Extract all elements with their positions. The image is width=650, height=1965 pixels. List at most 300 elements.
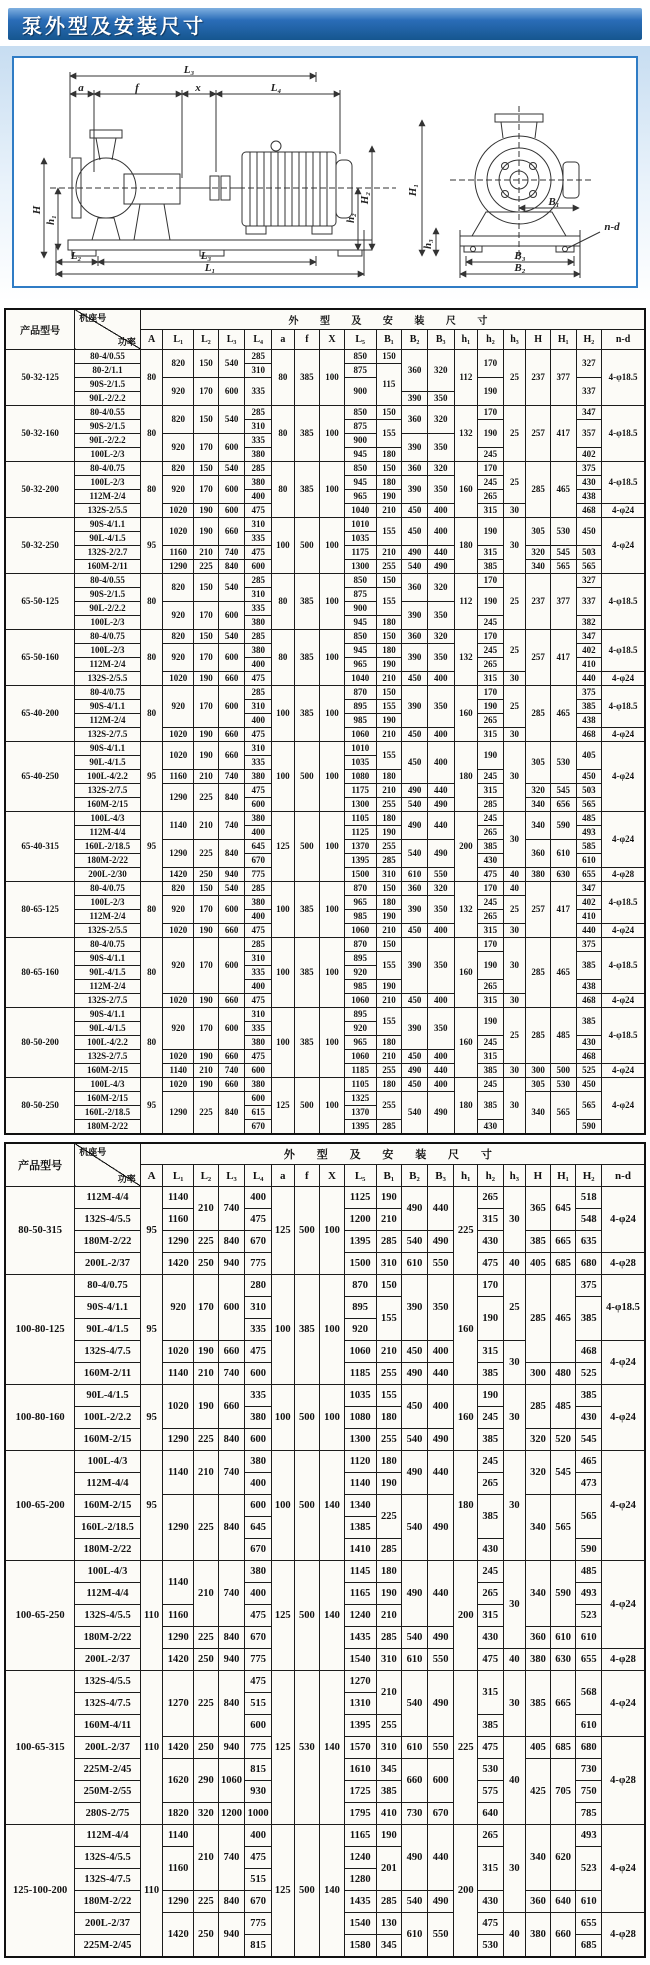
dim-cell: 540 (218, 461, 245, 475)
dim-cell: 180 (454, 1451, 478, 1561)
dim-cell: 490 (427, 1231, 454, 1253)
dim-cell: 1140 (163, 811, 194, 839)
dim-cell: 150 (194, 573, 219, 601)
dim-cell: 1010 (344, 741, 376, 755)
dim-cell: 357 (576, 419, 602, 447)
dim-cell: 850 (344, 461, 376, 475)
dim-cell: 390 (402, 937, 428, 993)
dim-cell: 335 (245, 1021, 272, 1035)
dim-cell: 155 (376, 517, 402, 545)
dim-cell: 380 (245, 811, 272, 825)
dim-cell: 1160 (163, 1605, 194, 1627)
dim-cell: 550 (427, 1649, 454, 1671)
dim-cell: 610 (576, 1891, 602, 1913)
dim-cell: 80 (140, 461, 163, 517)
dim-cell: 600 (245, 1715, 272, 1737)
power-cell: 200L-2/30 (75, 867, 141, 881)
dim-cell: 450 (402, 503, 428, 517)
dim-cell: 150 (194, 629, 219, 643)
dim-cell: 740 (218, 1063, 245, 1077)
dim-cell: 920 (163, 433, 194, 461)
dim-cell: 190 (376, 1187, 402, 1209)
dim-cell: 430 (576, 1035, 602, 1049)
dim-cell: 305 (526, 741, 551, 783)
dim-cell: 140 (320, 1561, 345, 1671)
dim-cell: 170 (478, 685, 504, 699)
dim-cell: 385 (294, 405, 320, 461)
dim-cell: 320 (526, 545, 551, 559)
dim-cell: 377 (550, 573, 576, 629)
dim-cell: 320 (526, 783, 551, 797)
power-cell: 80-4/0.75 (75, 685, 141, 699)
dim-cell: 1500 (344, 867, 376, 881)
power-cell: 132S-4/7.5 (75, 1693, 141, 1715)
dim-cell: 900 (344, 377, 376, 405)
dim-cell: 225 (194, 1627, 219, 1649)
dim-cell: 1160 (163, 769, 194, 783)
dim-cell: 4-φ28 (602, 1253, 646, 1275)
dim-cell: 150 (194, 349, 219, 377)
dim-cell: 656 (550, 797, 576, 811)
power-cell: 80-4/0.55 (75, 405, 141, 419)
power-cell: 112M-4/4 (75, 825, 141, 839)
dim-cell: 985 (344, 909, 376, 923)
table-row (5, 1825, 645, 1847)
dim-cell: 1140 (163, 1825, 194, 1847)
dim-cell: 30 (503, 503, 526, 517)
dim-label-nd: n-d (604, 221, 620, 233)
dim-cell: 100 (272, 685, 295, 741)
dim-cell: 190 (376, 713, 402, 727)
dim-cell: 840 (218, 1891, 245, 1913)
table-section-1 (0, 308, 650, 1135)
dim-cell: 1395 (344, 1231, 376, 1253)
col-header: A (140, 1165, 163, 1187)
dim-cell: 400 (427, 671, 454, 685)
dim-cell: 170 (194, 1275, 219, 1341)
dim-cell: 100 (320, 573, 345, 629)
table-row (5, 1671, 645, 1693)
dim-cell: 4-φ18.5 (602, 685, 645, 727)
dim-cell: 440 (427, 811, 454, 839)
dim-cell: 610 (576, 853, 602, 867)
dim-cell: 430 (576, 1407, 602, 1429)
dim-cell: 30 (503, 993, 526, 1007)
dim-cell: 30 (503, 1063, 526, 1077)
dim-cell: 385 (294, 881, 320, 937)
col-header: h₂ (478, 329, 504, 349)
dim-cell: 475 (245, 545, 272, 559)
power-cell: 160L-2/18.5 (75, 839, 141, 853)
dim-cell: 1165 (344, 1825, 376, 1847)
dim-cell: 4-φ18.5 (602, 349, 645, 405)
dim-cell: 257 (526, 405, 551, 461)
dim-cell: 1290 (163, 1429, 194, 1451)
dim-cell: 100 (320, 741, 345, 811)
dim-cell: 180 (454, 517, 478, 573)
table-row (5, 1385, 645, 1407)
dim-cell: 870 (344, 937, 376, 951)
dim-cell: 80 (140, 349, 163, 405)
dim-cell: 490 (402, 1451, 428, 1495)
dim-cell: 660 (218, 727, 245, 741)
drawing-frame (12, 56, 638, 288)
dim-cell: 440 (576, 923, 602, 937)
dim-cell: 450 (576, 769, 602, 783)
dim-cell: 100 (320, 811, 345, 881)
dim-cell: 340 (526, 1825, 551, 1891)
power-cell: 90S-4/1.1 (75, 741, 141, 755)
dim-cell: 468 (576, 993, 602, 1007)
dim-cell: 660 (218, 1385, 245, 1429)
dim-cell: 1290 (163, 1495, 194, 1561)
dim-cell: 1290 (163, 559, 194, 573)
dim-cell: 1435 (344, 1627, 376, 1649)
power-cell: 132S-2/5.5 (75, 503, 141, 517)
power-cell: 112M-4/4 (75, 1583, 141, 1605)
dim-cell: 485 (576, 1561, 602, 1583)
dim-cell: 870 (344, 881, 376, 895)
power-cell: 90S-4/1.1 (75, 699, 141, 713)
dim-cell: 100 (320, 1275, 345, 1385)
power-cell: 132S-4/7.5 (75, 1341, 141, 1363)
dim-cell: 170 (478, 937, 504, 951)
dim-cell: 100 (320, 1187, 345, 1275)
dim-cell: 540 (402, 1231, 428, 1253)
dim-cell: 200 (454, 1561, 478, 1671)
dim-cell: 1175 (344, 783, 376, 797)
dim-cell: 540 (402, 1891, 428, 1913)
dim-cell: 25 (503, 685, 526, 727)
dim-cell: 385 (477, 1495, 503, 1539)
dim-cell: 430 (478, 853, 504, 867)
dim-cell: 335 (245, 531, 272, 545)
dim-cell: 1060 (344, 993, 376, 1007)
dim-cell: 475 (245, 1847, 272, 1869)
dim-cell: 1540 (344, 1913, 376, 1935)
dim-cell: 125 (271, 1561, 294, 1671)
dim-cell: 600 (245, 797, 272, 811)
dim-cell: 4-φ24 (602, 671, 645, 685)
dim-cell: 600 (218, 433, 245, 461)
dim-cell: 155 (376, 699, 402, 713)
dim-cell: 645 (245, 839, 272, 853)
dim-cell: 985 (344, 713, 376, 727)
power-cell: 132S-4/7.5 (75, 1869, 141, 1891)
dim-cell: 405 (526, 1253, 551, 1275)
dim-cell: 315 (477, 1847, 503, 1891)
dim-cell: 1725 (344, 1781, 376, 1803)
dim-cell: 385 (294, 1275, 320, 1385)
dim-cell: 530 (550, 517, 576, 545)
dim-cell: 375 (576, 937, 602, 951)
dim-cell: 515 (245, 1869, 272, 1891)
dim-cell: 390 (402, 1275, 428, 1341)
table-row (5, 1077, 645, 1091)
dim-cell: 438 (576, 713, 602, 727)
power-cell: 200L-2/37 (75, 1253, 141, 1275)
dim-cell: 660 (550, 1913, 576, 1958)
dim-cell: 940 (218, 1649, 245, 1671)
dim-cell: 180 (376, 1407, 402, 1429)
col-header: L₂ (194, 329, 219, 349)
dim-cell: 125 (271, 1671, 294, 1825)
dim-cell: 310 (245, 951, 272, 965)
dim-cell: 1160 (163, 1209, 194, 1231)
dim-cell: 170 (478, 405, 504, 419)
dim-cell: 540 (402, 1091, 428, 1134)
dim-cell: 1300 (344, 797, 376, 811)
table-row (5, 573, 645, 587)
power-cell: 200L-2/37 (75, 1737, 141, 1759)
dim-cell: 600 (218, 895, 245, 923)
dim-cell: 500 (294, 1385, 320, 1451)
dim-cell: 80 (272, 629, 295, 685)
dim-cell: 775 (245, 1649, 272, 1671)
dim-cell: 1500 (344, 1253, 376, 1275)
dim-cell: 95 (140, 1187, 163, 1275)
dim-cell: 440 (427, 1451, 454, 1495)
dim-cell: 920 (163, 643, 194, 671)
dim-cell: 265 (477, 1473, 503, 1495)
dim-cell: 540 (402, 1627, 428, 1649)
dimension-table-1 (4, 308, 646, 1135)
dim-cell: 390 (402, 895, 428, 923)
dim-cell: 190 (478, 1007, 504, 1035)
dim-cell: 440 (576, 671, 602, 685)
dim-cell: 4-φ24 (602, 1385, 646, 1451)
dim-cell: 680 (576, 1737, 602, 1759)
dim-cell: 210 (376, 503, 402, 517)
dim-cell: 523 (576, 1847, 602, 1891)
dim-cell: 430 (576, 475, 602, 489)
dim-cell: 440 (427, 1561, 454, 1627)
dim-cell: 680 (576, 1253, 602, 1275)
power-cell: 100L-2/3 (75, 615, 141, 629)
dim-cell: 180 (376, 1077, 402, 1091)
dim-cell: 945 (344, 615, 376, 629)
dim-cell: 1125 (344, 1187, 376, 1209)
dim-cell: 900 (344, 433, 376, 447)
dim-cell: 380 (526, 867, 551, 881)
dim-cell: 150 (376, 881, 402, 895)
power-cell: 80-4/0.55 (75, 573, 141, 587)
col-header: B₁ (376, 329, 402, 349)
dim-cell: 80 (272, 461, 295, 517)
dim-cell: 360 (402, 461, 428, 475)
dim-cell: 350 (427, 643, 454, 671)
dim-cell: 820 (163, 349, 194, 377)
dim-cell: 310 (245, 1297, 272, 1319)
power-cell: 225M-2/45 (75, 1759, 141, 1781)
dim-cell: 315 (478, 993, 504, 1007)
dim-cell: 180 (376, 447, 402, 461)
dim-cell: 190 (194, 671, 219, 685)
dim-cell: 385 (478, 839, 504, 853)
dim-cell: 515 (245, 1693, 272, 1715)
dim-cell: 100 (272, 741, 295, 811)
dim-cell: 440 (427, 545, 454, 559)
dim-cell: 530 (294, 1671, 320, 1825)
dim-cell: 285 (376, 1627, 402, 1649)
dim-cell: 530 (550, 1077, 576, 1091)
dim-cell: 1290 (163, 1891, 194, 1913)
power-cell: 112M-4/4 (75, 1825, 141, 1847)
dim-cell: 465 (550, 937, 576, 1007)
dim-cell: 190 (478, 377, 504, 405)
power-cell: 160M-2/11 (75, 559, 141, 573)
dim-cell: 1420 (163, 1913, 194, 1958)
table-row (5, 937, 645, 951)
table-group-title: 外 型 及 安 装 尺 寸 (140, 1143, 645, 1165)
dim-cell: 335 (245, 755, 272, 769)
dim-cell: 320 (427, 629, 454, 643)
dim-cell: 40 (503, 1253, 526, 1275)
dim-cell: 660 (402, 1759, 428, 1803)
dim-cell: 100 (320, 349, 345, 405)
col-header: H₁ (550, 1165, 576, 1187)
dim-cell: 1080 (344, 769, 376, 783)
dim-cell: 380 (245, 895, 272, 909)
dim-cell: 385 (478, 559, 504, 573)
dim-cell: 1060 (344, 727, 376, 741)
dim-cell: 475 (477, 1913, 503, 1935)
dim-cell: 285 (245, 405, 272, 419)
dim-cell: 30 (503, 1187, 526, 1253)
dim-cell: 490 (427, 1429, 454, 1451)
dim-cell: 225 (194, 1231, 219, 1253)
dim-cell: 500 (550, 1063, 576, 1077)
dim-cell: 1370 (344, 1105, 376, 1119)
dim-cell: 550 (427, 1737, 454, 1759)
dim-cell: 310 (245, 741, 272, 755)
dim-cell: 490 (427, 1495, 454, 1561)
dim-cell: 320 (526, 1451, 551, 1495)
dim-cell: 335 (245, 1385, 272, 1407)
dim-cell: 335 (245, 601, 272, 615)
dim-cell: 95 (140, 741, 163, 811)
power-cell: 160M-2/15 (75, 797, 141, 811)
dim-cell: 655 (576, 1913, 602, 1935)
dim-cell: 465 (576, 1451, 602, 1473)
dim-cell: 160 (454, 937, 478, 1007)
dim-cell: 490 (427, 1671, 454, 1737)
dim-cell: 210 (194, 769, 219, 783)
dim-cell: 265 (477, 1187, 503, 1209)
dim-cell: 400 (245, 979, 272, 993)
pump-end-view-drawing (422, 106, 600, 278)
dim-cell: 80 (140, 881, 163, 937)
col-header: a (271, 1165, 294, 1187)
dim-cell: 1420 (163, 1737, 194, 1759)
dim-cell: 820 (163, 629, 194, 643)
dim-cell: 1140 (163, 1451, 194, 1495)
col-header: h₁ (454, 329, 478, 349)
dim-cell: 255 (376, 1429, 402, 1451)
dim-cell: 190 (376, 825, 402, 839)
dim-cell: 660 (218, 1341, 245, 1363)
dim-cell: 475 (477, 1649, 503, 1671)
dim-cell: 468 (576, 503, 602, 517)
dim-cell: 565 (576, 1495, 602, 1539)
dim-cell: 335 (245, 433, 272, 447)
dim-cell: 1105 (344, 1077, 376, 1091)
dim-cell: 4-φ28 (602, 1737, 646, 1825)
dim-cell: 1270 (344, 1671, 376, 1693)
dim-cell: 190 (477, 1385, 503, 1407)
dim-cell: 660 (218, 1049, 245, 1063)
col-header: n-d (602, 1165, 646, 1187)
dim-cell: 1290 (163, 1627, 194, 1649)
dim-cell: 1060 (344, 923, 376, 937)
dim-cell: 100 (320, 629, 345, 685)
dim-cell: 540 (402, 559, 428, 573)
dim-cell: 540 (218, 881, 245, 895)
model-cell: 65-40-315 (5, 811, 75, 881)
dim-cell: 350 (427, 1275, 454, 1341)
dim-cell: 170 (194, 1007, 219, 1049)
dim-cell: 1820 (163, 1803, 194, 1825)
dim-cell: 1020 (163, 727, 194, 741)
dim-cell: 775 (245, 1913, 272, 1935)
dim-cell: 110 (140, 1671, 163, 1825)
dim-cell: 740 (218, 1561, 245, 1627)
dim-cell: 550 (427, 1253, 454, 1275)
dim-cell: 4-φ28 (602, 1913, 646, 1958)
dim-cell: 200 (454, 1825, 478, 1958)
dim-cell: 610 (402, 867, 428, 881)
dim-cell: 400 (245, 1583, 272, 1605)
dim-cell: 4-φ24 (602, 923, 645, 937)
col-header: f (294, 329, 320, 349)
col-header: X (320, 1165, 345, 1187)
dim-cell: 480 (550, 1363, 576, 1385)
dim-cell: 840 (218, 839, 245, 867)
dim-cell: 670 (427, 1803, 454, 1825)
model-cell: 80-65-125 (5, 881, 75, 937)
power-cell: 90L-4/1.5 (75, 755, 141, 769)
dim-cell: 450 (402, 1341, 428, 1363)
dim-cell: 180 (376, 811, 402, 825)
dim-cell: 100 (271, 1275, 294, 1385)
dim-cell: 1310 (344, 1693, 376, 1715)
dim-cell: 385 (376, 1781, 402, 1803)
dim-cell: 1620 (163, 1759, 194, 1803)
dim-cell: 400 (245, 657, 272, 671)
dim-cell: 402 (576, 643, 602, 657)
dim-cell: 350 (427, 1007, 454, 1049)
table-row (5, 1275, 645, 1297)
dim-cell: 95 (140, 1275, 163, 1385)
dim-cell: 385 (294, 629, 320, 685)
dim-cell: 850 (344, 349, 376, 363)
dim-label-h2-small: h₂ (345, 213, 357, 223)
col-header: h₁ (454, 1165, 478, 1187)
dim-cell: 155 (376, 1007, 402, 1035)
dim-cell: 405 (526, 1737, 551, 1759)
dim-label-a: a (78, 82, 84, 94)
dim-cell: 1020 (163, 671, 194, 685)
dim-label-h1-small: h₁ (45, 215, 57, 225)
dim-cell: 385 (294, 937, 320, 1007)
dim-cell: 1300 (344, 559, 376, 573)
page-title: 泵外型及安装尺寸 (8, 8, 642, 40)
dim-cell: 545 (550, 783, 576, 797)
dim-cell: 285 (376, 1891, 402, 1913)
table-row (5, 881, 645, 895)
dim-cell: 155 (376, 1385, 402, 1407)
dim-cell: 190 (194, 1385, 219, 1429)
